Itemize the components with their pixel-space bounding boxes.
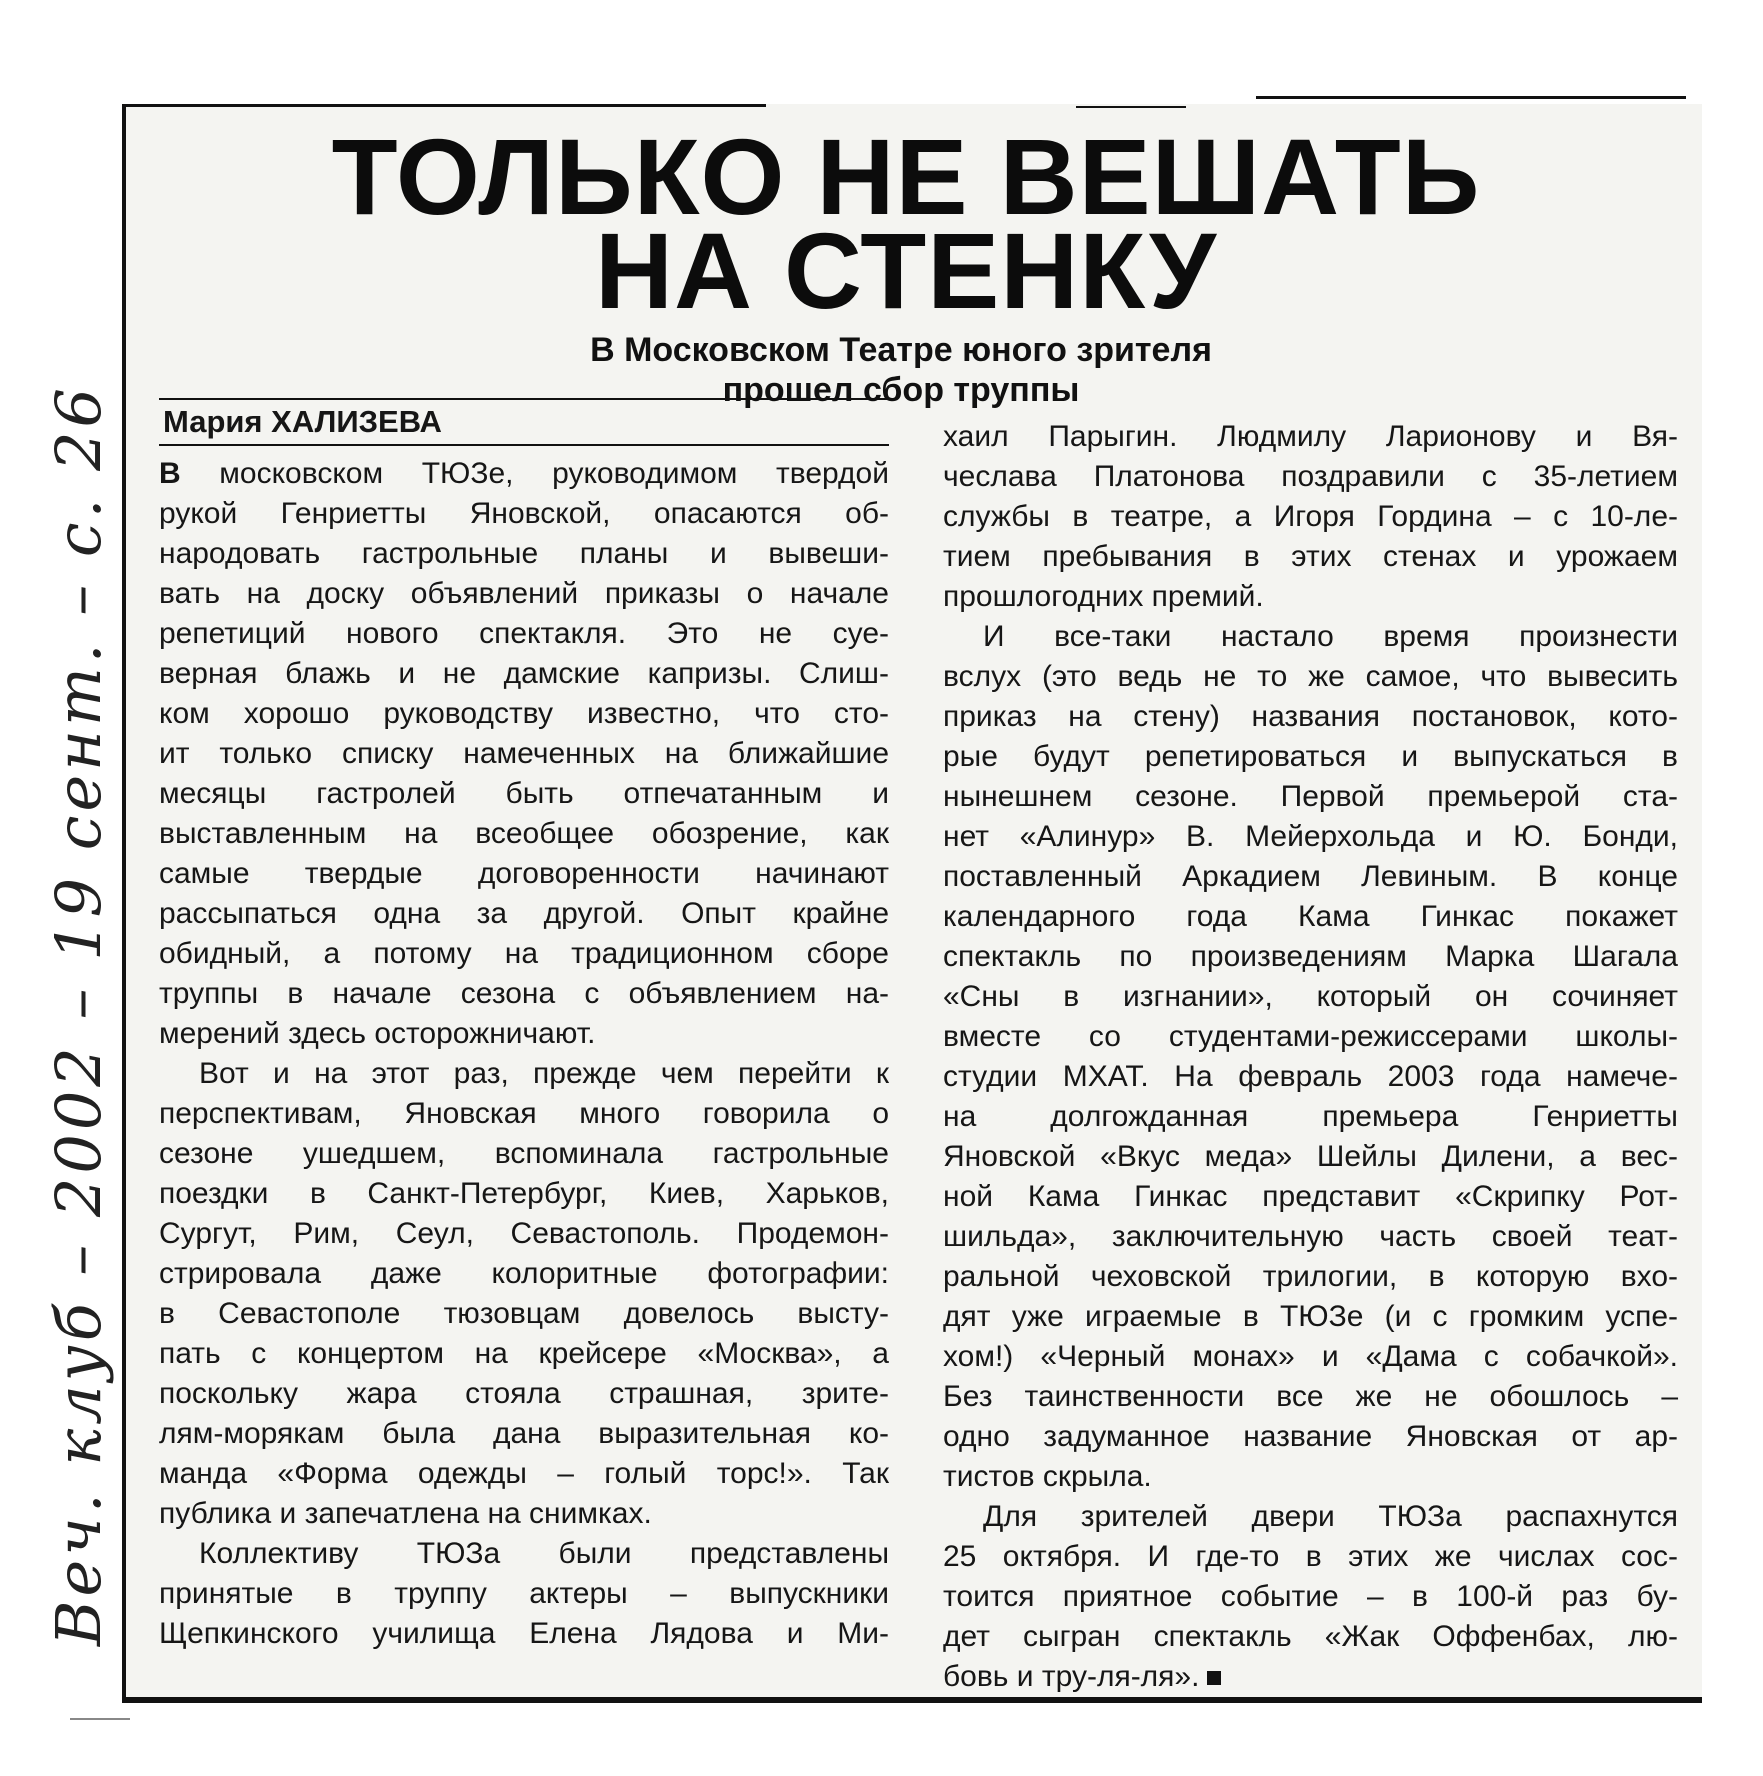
text-line: вать на доску объявлений приказы о начале — [159, 577, 889, 610]
text-line: в Севастополе тюзовцам довелось высту- — [159, 1297, 889, 1330]
text-line: вслух (это ведь не то же самое, что вывесить — [943, 660, 1678, 693]
text-line: одно задуманное название Яновская от ар- — [943, 1420, 1678, 1453]
text-line: лям-морякам была дана выразительная ко- — [159, 1417, 889, 1450]
scan-edge-line — [70, 1718, 130, 1720]
text-line: рассыпаться одна за другой. Опыт крайне — [159, 897, 889, 930]
text-line: хом!) «Черный монах» и «Дама с собачкой». — [943, 1340, 1678, 1373]
text-line: В московском ТЮЗе, руководимом твердой — [159, 457, 889, 490]
text-line: тоится приятное событие – в 100-й раз бу- — [943, 1580, 1678, 1613]
text-line: календарного года Кама Гинкас покажет — [943, 900, 1678, 933]
text-line: поставленный Аркадием Левиным. В конце — [943, 860, 1678, 893]
text-line: стрировала даже колоритные фотографии: — [159, 1257, 889, 1290]
left-column — [159, 398, 889, 1654]
right-column — [943, 417, 1678, 1697]
text-line: вместе со студентами-режиссерами школы- — [943, 1020, 1678, 1053]
text-line: сезоне ушедшем, вспоминала гастрольные — [159, 1137, 889, 1170]
author-byline: Мария ХАЛИЗЕВА — [159, 398, 889, 446]
text-line: спектакль по произведениям Марка Шагала — [943, 940, 1678, 973]
text-line: дят уже играемые в ТЮЗе (и с громким успе- — [943, 1300, 1678, 1333]
text-line: дет сыгран спектакль «Жак Оффенбах, лю- — [943, 1620, 1678, 1653]
text-line: публика и запечатлена на снимках. — [159, 1497, 652, 1530]
subheadline-line: В Московском Театре юного зрителя — [590, 331, 1212, 369]
headline — [246, 116, 1566, 331]
text-line: манда «Форма одежды – голый торс!». Так — [159, 1457, 889, 1490]
text-line: труппы в начале сезона с объявлением на- — [159, 977, 889, 1010]
text-line: Яновской «Вкус меда» Шейлы Дилени, а вес- — [943, 1140, 1678, 1173]
top-border-rule — [1076, 106, 1186, 108]
text-line: на долгожданная премьера Генриетты — [943, 1100, 1678, 1133]
text-line: репетиций нового спектакля. Это не суе- — [159, 617, 889, 650]
text-line: самые твердые договоренности начинают — [159, 857, 889, 890]
text-line: ком хорошо руководству известно, что сто- — [159, 697, 889, 730]
text-line: ной Кама Гинкас представит «Скрипку Рот- — [943, 1180, 1678, 1213]
text-line: ит только списку намеченных на ближайшие — [159, 737, 889, 770]
top-border-rule — [126, 104, 766, 107]
text-line: месяцы гастролей быть отпечатанным и — [159, 777, 889, 810]
text-line: мерений здесь осторожничают. — [159, 1017, 596, 1050]
text-line: Для зрителей двери ТЮЗа распахнутся — [983, 1500, 1678, 1533]
text-line: перспективам, Яновская много говорила о — [159, 1097, 889, 1130]
text-line: приказ на стену) названия постановок, кото- — [943, 700, 1678, 733]
text-line: обидный, а потому на традиционном сборе — [159, 937, 889, 970]
text-line: поездки в Санкт-Петербург, Киев, Харьков, — [159, 1177, 889, 1210]
text-line: бовь и тру-ля-ля». — [943, 1657, 1678, 1697]
text-line: Щепкинского училища Елена Лядова и Ми- — [159, 1617, 889, 1650]
text-line: студии МХАТ. На февраль 2003 года намече- — [943, 1060, 1678, 1093]
text-line: Сургут, Рим, Сеул, Севастополь. Продемон- — [159, 1217, 889, 1250]
text-line: чеслава Платонова поздравили с 35-летием — [943, 460, 1678, 493]
text-line: рукой Генриетты Яновской, опасаются об- — [159, 497, 889, 530]
text-line: поскольку жара стояла страшная, зрите- — [159, 1377, 889, 1410]
text-line: пать с концертом на крейсере «Москва», а — [159, 1337, 889, 1370]
text-line: рые будут репетироваться и выпускаться в — [943, 740, 1678, 773]
headline-line: НА СТЕНКУ — [594, 210, 1218, 331]
text-line: верная блажь и не дамские капризы. Слиш- — [159, 657, 889, 690]
newspaper-clipping — [122, 104, 1702, 1703]
text-line: нет «Алинур» В. Мейерхольда и Ю. Бонди, — [943, 820, 1678, 853]
text-line: шильда», заключительную часть своей теат- — [943, 1220, 1678, 1253]
text-line: Без таинственности все же не обошлось – — [943, 1380, 1678, 1413]
text-line: нынешнем сезоне. Первой премьерой ста- — [943, 780, 1678, 813]
text-line: принятые в труппу актеры – выпускники — [159, 1577, 889, 1610]
text-line: 25 октября. И где-то в этих же числах сос- — [943, 1540, 1678, 1573]
text-line: тистов скрыла. — [943, 1460, 1152, 1493]
subheadline-line: прошел сбор труппы — [722, 371, 1080, 409]
lead-letter: В — [159, 457, 181, 490]
text-line: хаил Парыгин. Людмилу Ларионову и Вя- — [943, 420, 1678, 453]
text-line: выставленным на всеобщее обозрение, как — [159, 817, 889, 850]
text-line: И все-таки настало время произнести — [983, 620, 1678, 653]
text-line: Коллективу ТЮЗа были представлены — [199, 1537, 889, 1570]
top-border-rule — [1256, 96, 1686, 99]
text-line: службы в театре, а Игоря Гордина – с 10-ле- — [943, 500, 1678, 533]
text-line: «Сны в изгнании», который он сочиняет — [943, 980, 1678, 1013]
text-line: Вот и на этот раз, прежде чем перейти к — [199, 1057, 889, 1090]
handwritten-source-note: Веч. клуб – 2002 – 19 сент. – с. 26 — [42, 384, 115, 1646]
text-line: прошлогодних премий. — [943, 580, 1264, 613]
text-line: ральной чеховской трилогии, в которую вхо- — [943, 1260, 1678, 1293]
text-line: тием пребывания в этих стенах и урожаем — [943, 540, 1678, 573]
end-of-article-mark — [1207, 1671, 1221, 1685]
headline-line: ТОЛЬКО НЕ ВЕШАТЬ — [331, 116, 1481, 237]
text-line: народовать гастрольные планы и вывеши- — [159, 537, 889, 570]
